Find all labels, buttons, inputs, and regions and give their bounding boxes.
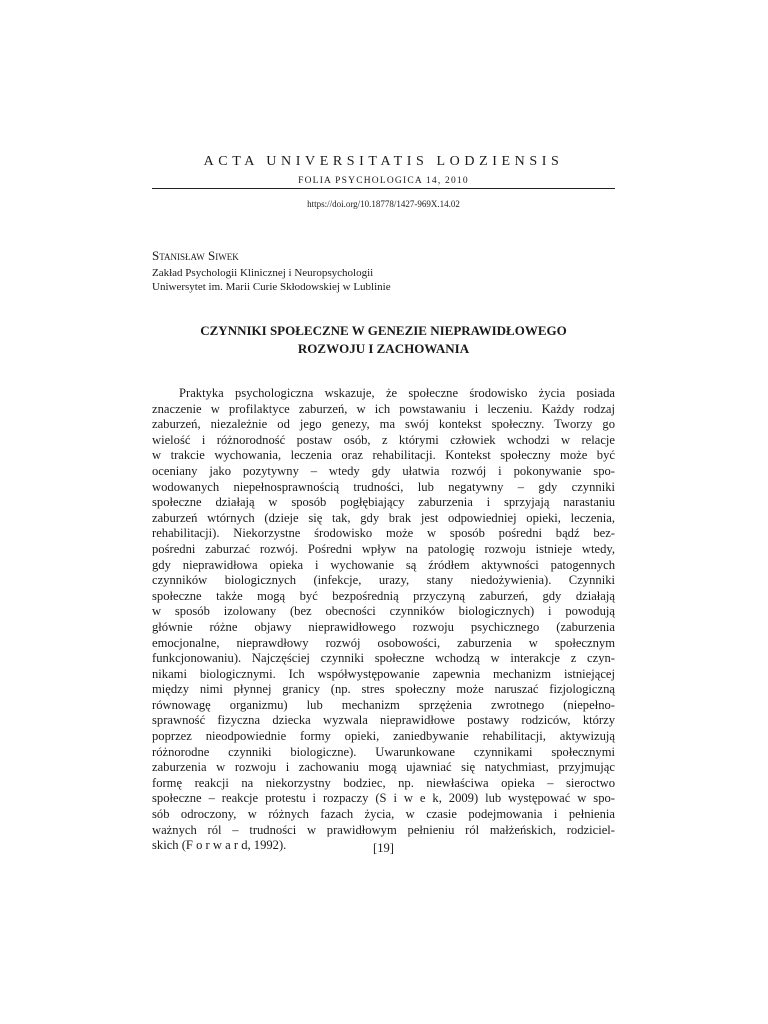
journal-title: ACTA UNIVERSITATIS LODZIENSIS [203,154,564,169]
paragraph-line: gdy nieprawidłowa opieka i wychowanie są źródłem aktywności patogennych [152,557,615,572]
doi-link[interactable]: https://doi.org/10.18778/1427-969X.14.02 [307,199,460,209]
paragraph-line: formę reakcji na niekorzystny bodziec, np. niewłaściwa opieka – sieroctwo [152,775,615,790]
paragraph-line: w trakcie wychowania, leczenia oraz rehabilitacji. Kontekst społeczny może być [152,448,615,463]
paragraph-line: społeczne działają w sposób pogłębiający zaburzenia i sprzyjają narastaniu [152,495,615,510]
paragraph-line: emocjonalne, nieprawdłowy rozwój osobowości, zaburzenia w społecznym [152,635,615,650]
paragraph-line: rehabilitacji). Niekorzystne środowisko może w sposób pośredni bądź bez- [152,526,615,541]
author-affiliation-department: Zakład Psychologii Klinicznej i Neuropsychologii [152,267,374,279]
paragraph-line: w sposób izolowany (bez obecności czynników biologicznych) i powodują [152,604,615,619]
article-title [152,322,615,358]
paragraph-line: wodowanych niepełnosprawnością trudności, lub negatywny – gdy czynniki [152,479,615,494]
paragraph-line: społeczne – reakcje protestu i rozpaczy (S i w e k, 2009) lub występować w spo- [152,791,615,806]
paragraph-line: zaburzenia w rozwoju i zachowaniu mogą ujawniać się natychmiast, przyjmując [152,760,615,775]
page-number: [19] [373,841,394,855]
paragraph-line: między nimi płynnej granicy (np. stres społeczny może naruszać fizjologiczną [152,682,615,697]
paragraph-line: czynników biologicznych (infekcje, urazy, stany niedożywienia). Czynniki [152,573,615,588]
paragraph-line: znaczenie w profilaktyce zaburzeń, w ich powstawaniu i leczeniu. Każdy rodzaj [152,401,615,416]
paragraph-line: Praktyka psychologiczna wskazuje, że społeczne środowisko życia posiada [179,386,615,400]
paragraph-line: oceniany jako pozytywny – wtedy gdy ułatwia rozwój i pokonywanie spo- [152,463,615,478]
paragraph-line: skich (F o r w a r d, 1992). [152,838,287,853]
paragraph-line: zaburzeń wtórnych (dzieje się tak, gdy brak jest odpowiedniej opieki, leczenia, [152,510,615,525]
paragraph-line: sób odroczony, w różnych fazach życia, w czasie podejmowania i pełnienia [152,807,615,822]
paragraph-line: nikami biologicznymi. Ich współwystępowanie zapewnia mechanizm istniejącej [152,666,615,681]
author-name: Stanisław Siwek [152,248,239,263]
article-title-line-2: ROZWOJU I ZACHOWANIA [297,341,470,356]
paragraph-line: społeczne także mogą być bezpośrednią przyczyną zaburzeń, gdy działają [152,588,615,603]
paragraph-line: funkcjonowaniu). Najczęściej czynniki społeczne wchodzą w interakcje z czyn- [152,651,615,666]
article-body-paragraph [152,386,615,854]
paragraph-line: głównie różne objawy nieprawidłowego rozwoju psychicznego (zaburzenia [152,619,615,634]
paragraph-line: wielość i różnorodność postaw osób, z którymi człowiek wchodzi w relacje [152,432,615,447]
author-affiliation-university: Uniwersytet im. Marii Curie Skłodowskiej w Lublinie [152,281,391,293]
paragraph-line: zaburzeń, niezależnie od jego genezy, ma swój kontekst społeczny. Tworzy go [152,417,615,432]
journal-series: FOLIA PSYCHOLOGICA 14, 2010 [298,176,469,186]
header-rule [152,188,615,189]
article-title-line-1: CZYNNIKI SPOŁECZNE W GENEZIE NIEPRAWIDŁOWEGO [200,323,567,338]
paragraph-line: ważnych ról – trudności w prawidłowym pełnieniu ról małżeńskich, rodziciel- [152,822,615,837]
paragraph-line: sprawność fizyczna dziecka wyzwala nieprawidłowe postawy rodziców, którzy [152,713,615,728]
paragraph-line: pośredni zaburzać rozwój. Pośredni wpływ na patologię rozwoju istnieje wtedy, [152,541,615,556]
paragraph-line: różnorodne czynniki biologiczne). Uwarunkowane czynnikami społecznymi [152,744,615,759]
paragraph-line: poprzez nieodpowiednie formy opieki, zaniedbywanie rehabilitacji, aktywizują [152,729,615,744]
paragraph-line: równowagę organizmu) lub mechanizm sprzężenia zwrotnego (niepełno- [152,697,615,712]
